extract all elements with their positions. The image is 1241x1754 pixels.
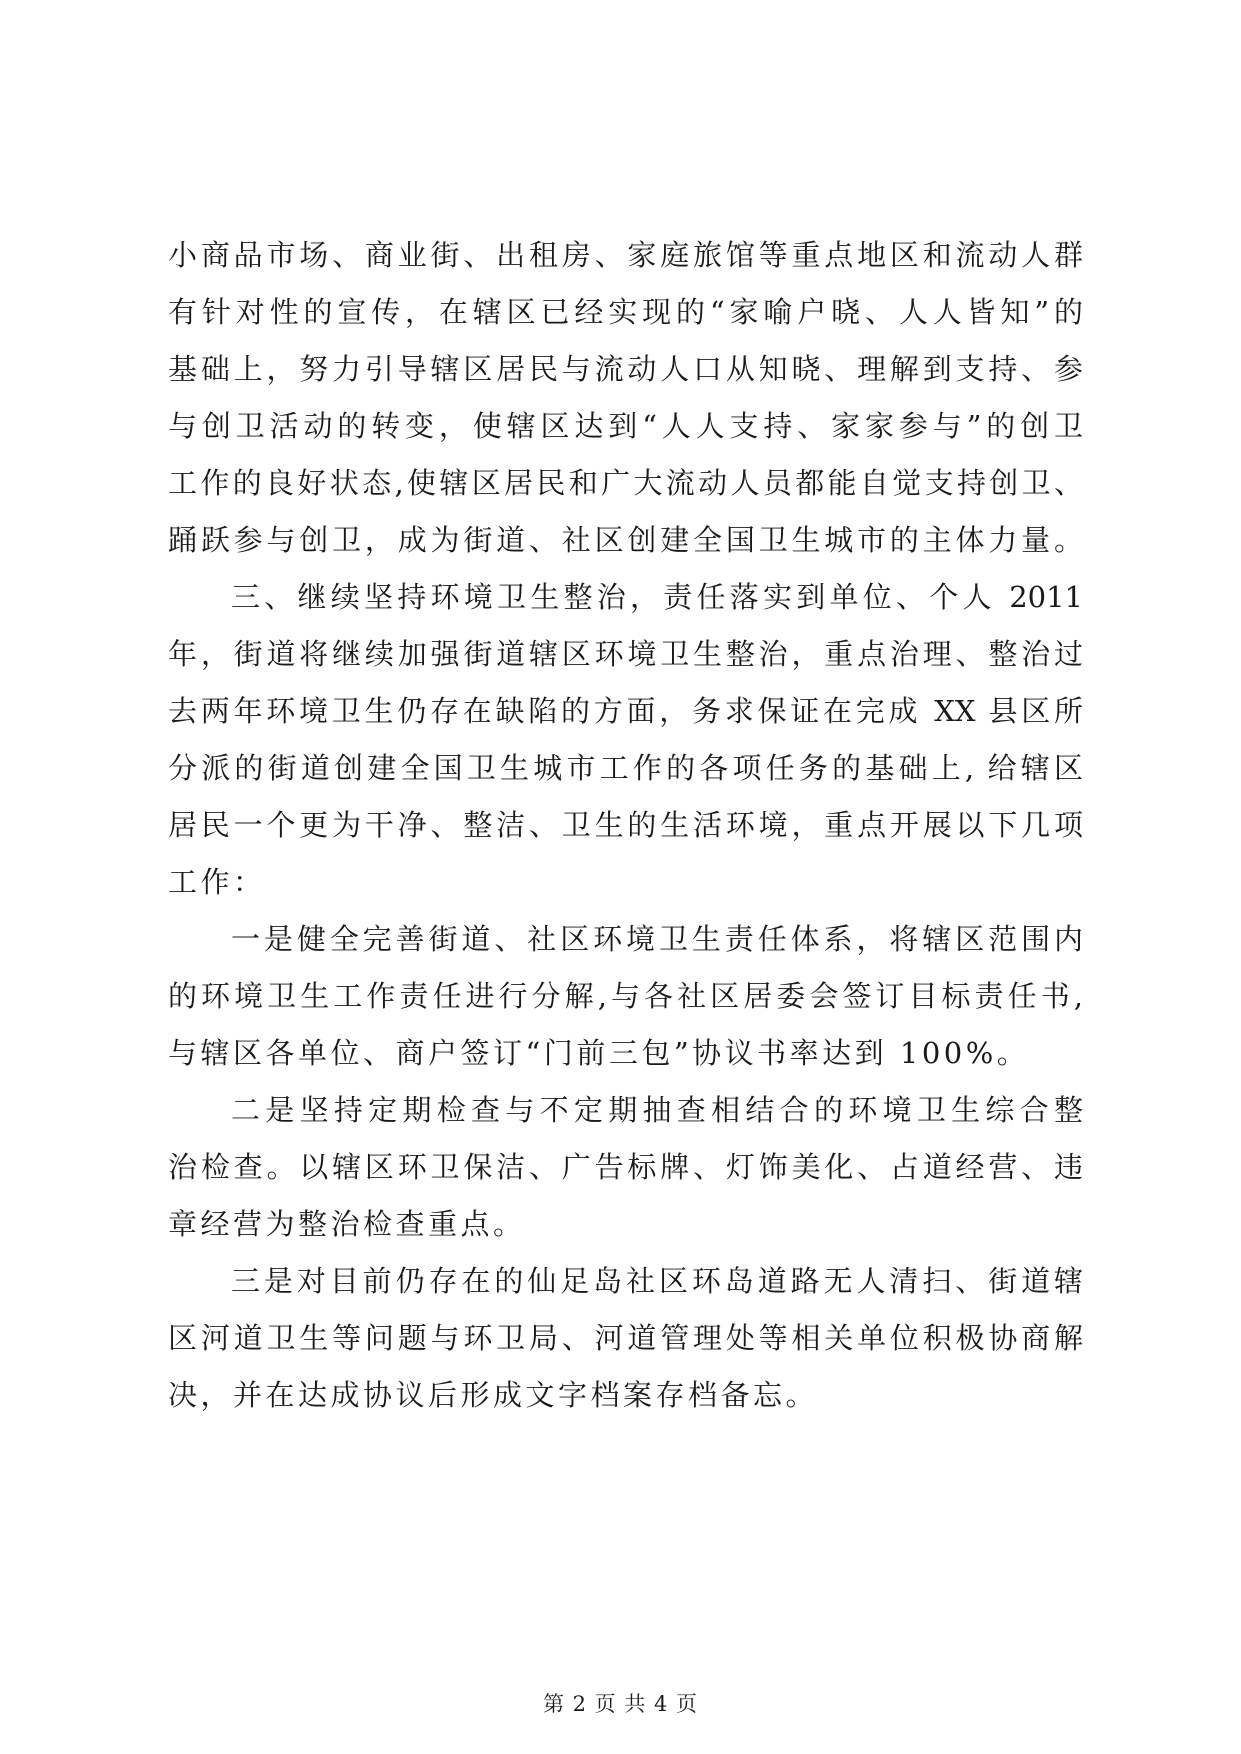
text-line: 区河道卫生等问题与环卫局、河道管理处等相关单位积极协商解 [168, 1321, 1083, 1355]
text-line: 年，街道将继续加强街道辖区环境卫生整治，重点治理、整治过 [168, 637, 1083, 671]
text-line: 章经营为整治检查重点。 [168, 1207, 526, 1241]
text-line: 小商品市场、商业街、出租房、家庭旅馆等重点地区和流动人群 [168, 238, 1083, 272]
section-heading: 三、继续坚持环境卫生整治，责任落实到单位、个人 2011 [231, 580, 1083, 614]
text-line: 三是对目前仍存在的仙足岛社区环岛道路无人清扫、街道辖 [231, 1264, 1083, 1298]
text-line: 二是坚持定期检查与不定期抽查相结合的环境卫生综合整 [231, 1093, 1083, 1127]
text-line: 工作的良好状态,使辖区居民和广大流动人员都能自觉支持创卫、 [168, 466, 1083, 500]
text-line: 决，并在达成协议后形成文字档案存档备忘。 [168, 1378, 819, 1412]
text-line: 分派的街道创建全国卫生城市工作的各项任务的基础上, 给辖区 [168, 751, 1083, 785]
page-footer: 第 2 页 共 4 页 [542, 1692, 699, 1716]
text-line: 与辖区各单位、商户签订“门前三包”协议书率达到 100%。 [168, 1036, 1030, 1070]
text-line: 基础上，努力引导辖区居民与流动人口从知晓、理解到支持、参 [168, 352, 1083, 386]
text-line: 一是健全完善街道、社区环境卫生责任体系，将辖区范围内 [231, 922, 1083, 956]
text-line: 与创卫活动的转变，使辖区达到“人人支持、家家参与”的创卫 [168, 409, 1083, 443]
text-line: 的环境卫生工作责任进行分解,与各社区居委会签订目标责任书, [168, 979, 1083, 1013]
text-line: 工作： [168, 865, 266, 899]
text-line: 治检查。以辖区环卫保洁、广告标牌、灯饰美化、占道经营、违 [168, 1150, 1083, 1184]
text-line: 去两年环境卫生仍存在缺陷的方面，务求保证在完成 XX 县区所 [168, 694, 1083, 728]
text-line: 踊跃参与创卫，成为街道、社区创建全国卫生城市的主体力量。 [168, 523, 1083, 557]
text-line: 有针对性的宣传，在辖区已经实现的“家喻户晓、人人皆知”的 [168, 295, 1083, 329]
text-line: 居民一个更为干净、整洁、卫生的生活环境，重点开展以下几项 [168, 808, 1083, 842]
